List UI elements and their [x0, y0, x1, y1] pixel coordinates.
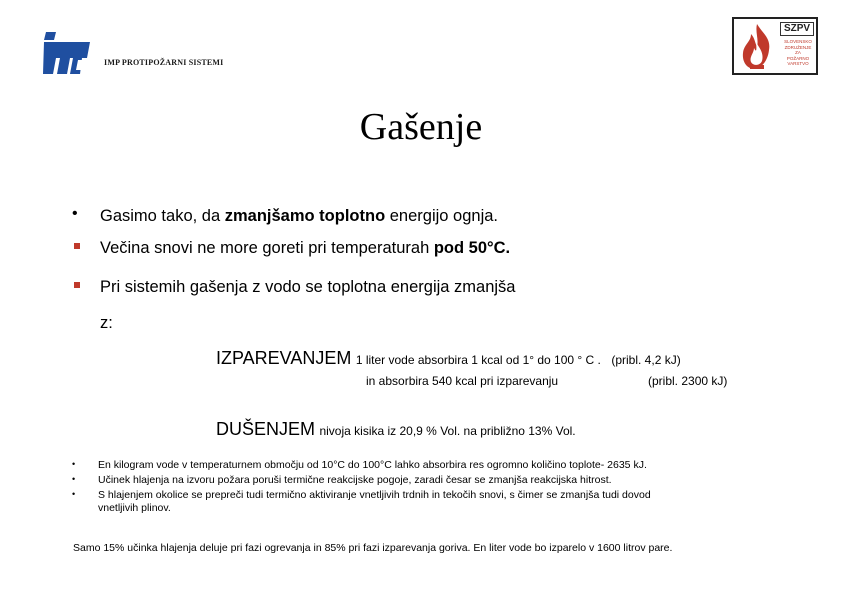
szpv-subtitle-line: VARSTVO	[787, 61, 809, 67]
szpv-logo	[732, 17, 818, 75]
bullet-item	[100, 238, 510, 258]
szpv-subtitle-line: POŽARNO	[786, 55, 810, 61]
szpv-subtitle	[778, 39, 818, 67]
small-bullet-item: En kilogram vode v temperaturnem območju od 10°C do 100°C lahko absorbira res ogromno količino toplote- 2635 kJ.	[98, 459, 647, 471]
bullet-continuation: z:	[100, 314, 113, 332]
bullet-emphasis: pod 50°C.	[433, 239, 511, 257]
bullet-item	[100, 206, 498, 226]
izparevanjem-note: (pribl. 4,2 kJ)	[611, 353, 681, 367]
bullet-emphasis: zmanjšamo toplotno	[224, 207, 386, 225]
square-bullet-icon	[74, 243, 80, 249]
imp-logo	[40, 30, 92, 78]
dusenjem-text: nivoja kisika iz 20,9 % Vol. na približno 13% Vol.	[319, 424, 576, 438]
szpv-subtitle-line: ZA	[795, 50, 801, 56]
dusenjem-term: DUŠENJEM	[216, 419, 316, 439]
bullet-dot-icon: •	[72, 205, 78, 222]
izparevanjem-note2: (pribl. 2300 kJ)	[648, 374, 728, 388]
izparevanjem-term: IZPAREVANJEM	[216, 348, 352, 368]
bullet-dot-icon: •	[72, 459, 76, 469]
bullet-dot-icon: •	[72, 489, 76, 499]
izparevanjem-line2: in absorbira 540 kcal pri izparevanju	[366, 374, 559, 388]
small-bullet-item: Učinek hlajenja na izvoru požara poruši termične reakcijske pogoje, zaradi česar se zmanjša reakcijska hitrost.	[98, 474, 612, 486]
izparevanjem-text: 1 liter vode absorbira 1 kcal od 1° do 100 ° C .	[355, 353, 601, 367]
flame-icon	[737, 22, 777, 72]
footer-note: Samo 15% učinka hlajenja deluje pri fazi ogrevanja in 85% pri fazi izparevanja goriva. En liter vode bo izparelo v 1600 litrov pare.	[73, 542, 673, 554]
small-bullet-item: S hlajenjem okolice se prepreči tudi termično aktiviranje vnetljivih trdnih in tekočih snovi, s čimer se zmanjša tudi dovod	[98, 489, 651, 501]
bullet-text: Večina snovi ne more goreti pri temperaturah	[100, 239, 434, 257]
small-bullet-continuation: vnetljivih plinov.	[98, 502, 171, 514]
bullet-dot-icon: •	[72, 474, 76, 484]
bullet-text: Gasimo tako, da	[100, 207, 225, 225]
square-bullet-icon	[74, 282, 80, 288]
szpv-title: SZPV	[780, 22, 814, 36]
company-name: IMP PROTIPOŽARNI SISTEMI	[104, 58, 224, 67]
izparevanjem-line	[216, 348, 681, 369]
bullet-item: Pri sistemih gašenja z vodo se toplotna energija zmanjša	[100, 278, 516, 296]
bullet-text: energijo ognja.	[385, 207, 498, 225]
szpv-subtitle-line: SLOVENSKO	[784, 39, 812, 44]
dusenjem-line	[216, 419, 576, 440]
page-title: Gašenje	[359, 106, 483, 148]
szpv-subtitle-line: ZDRUŽENJE	[784, 44, 812, 50]
